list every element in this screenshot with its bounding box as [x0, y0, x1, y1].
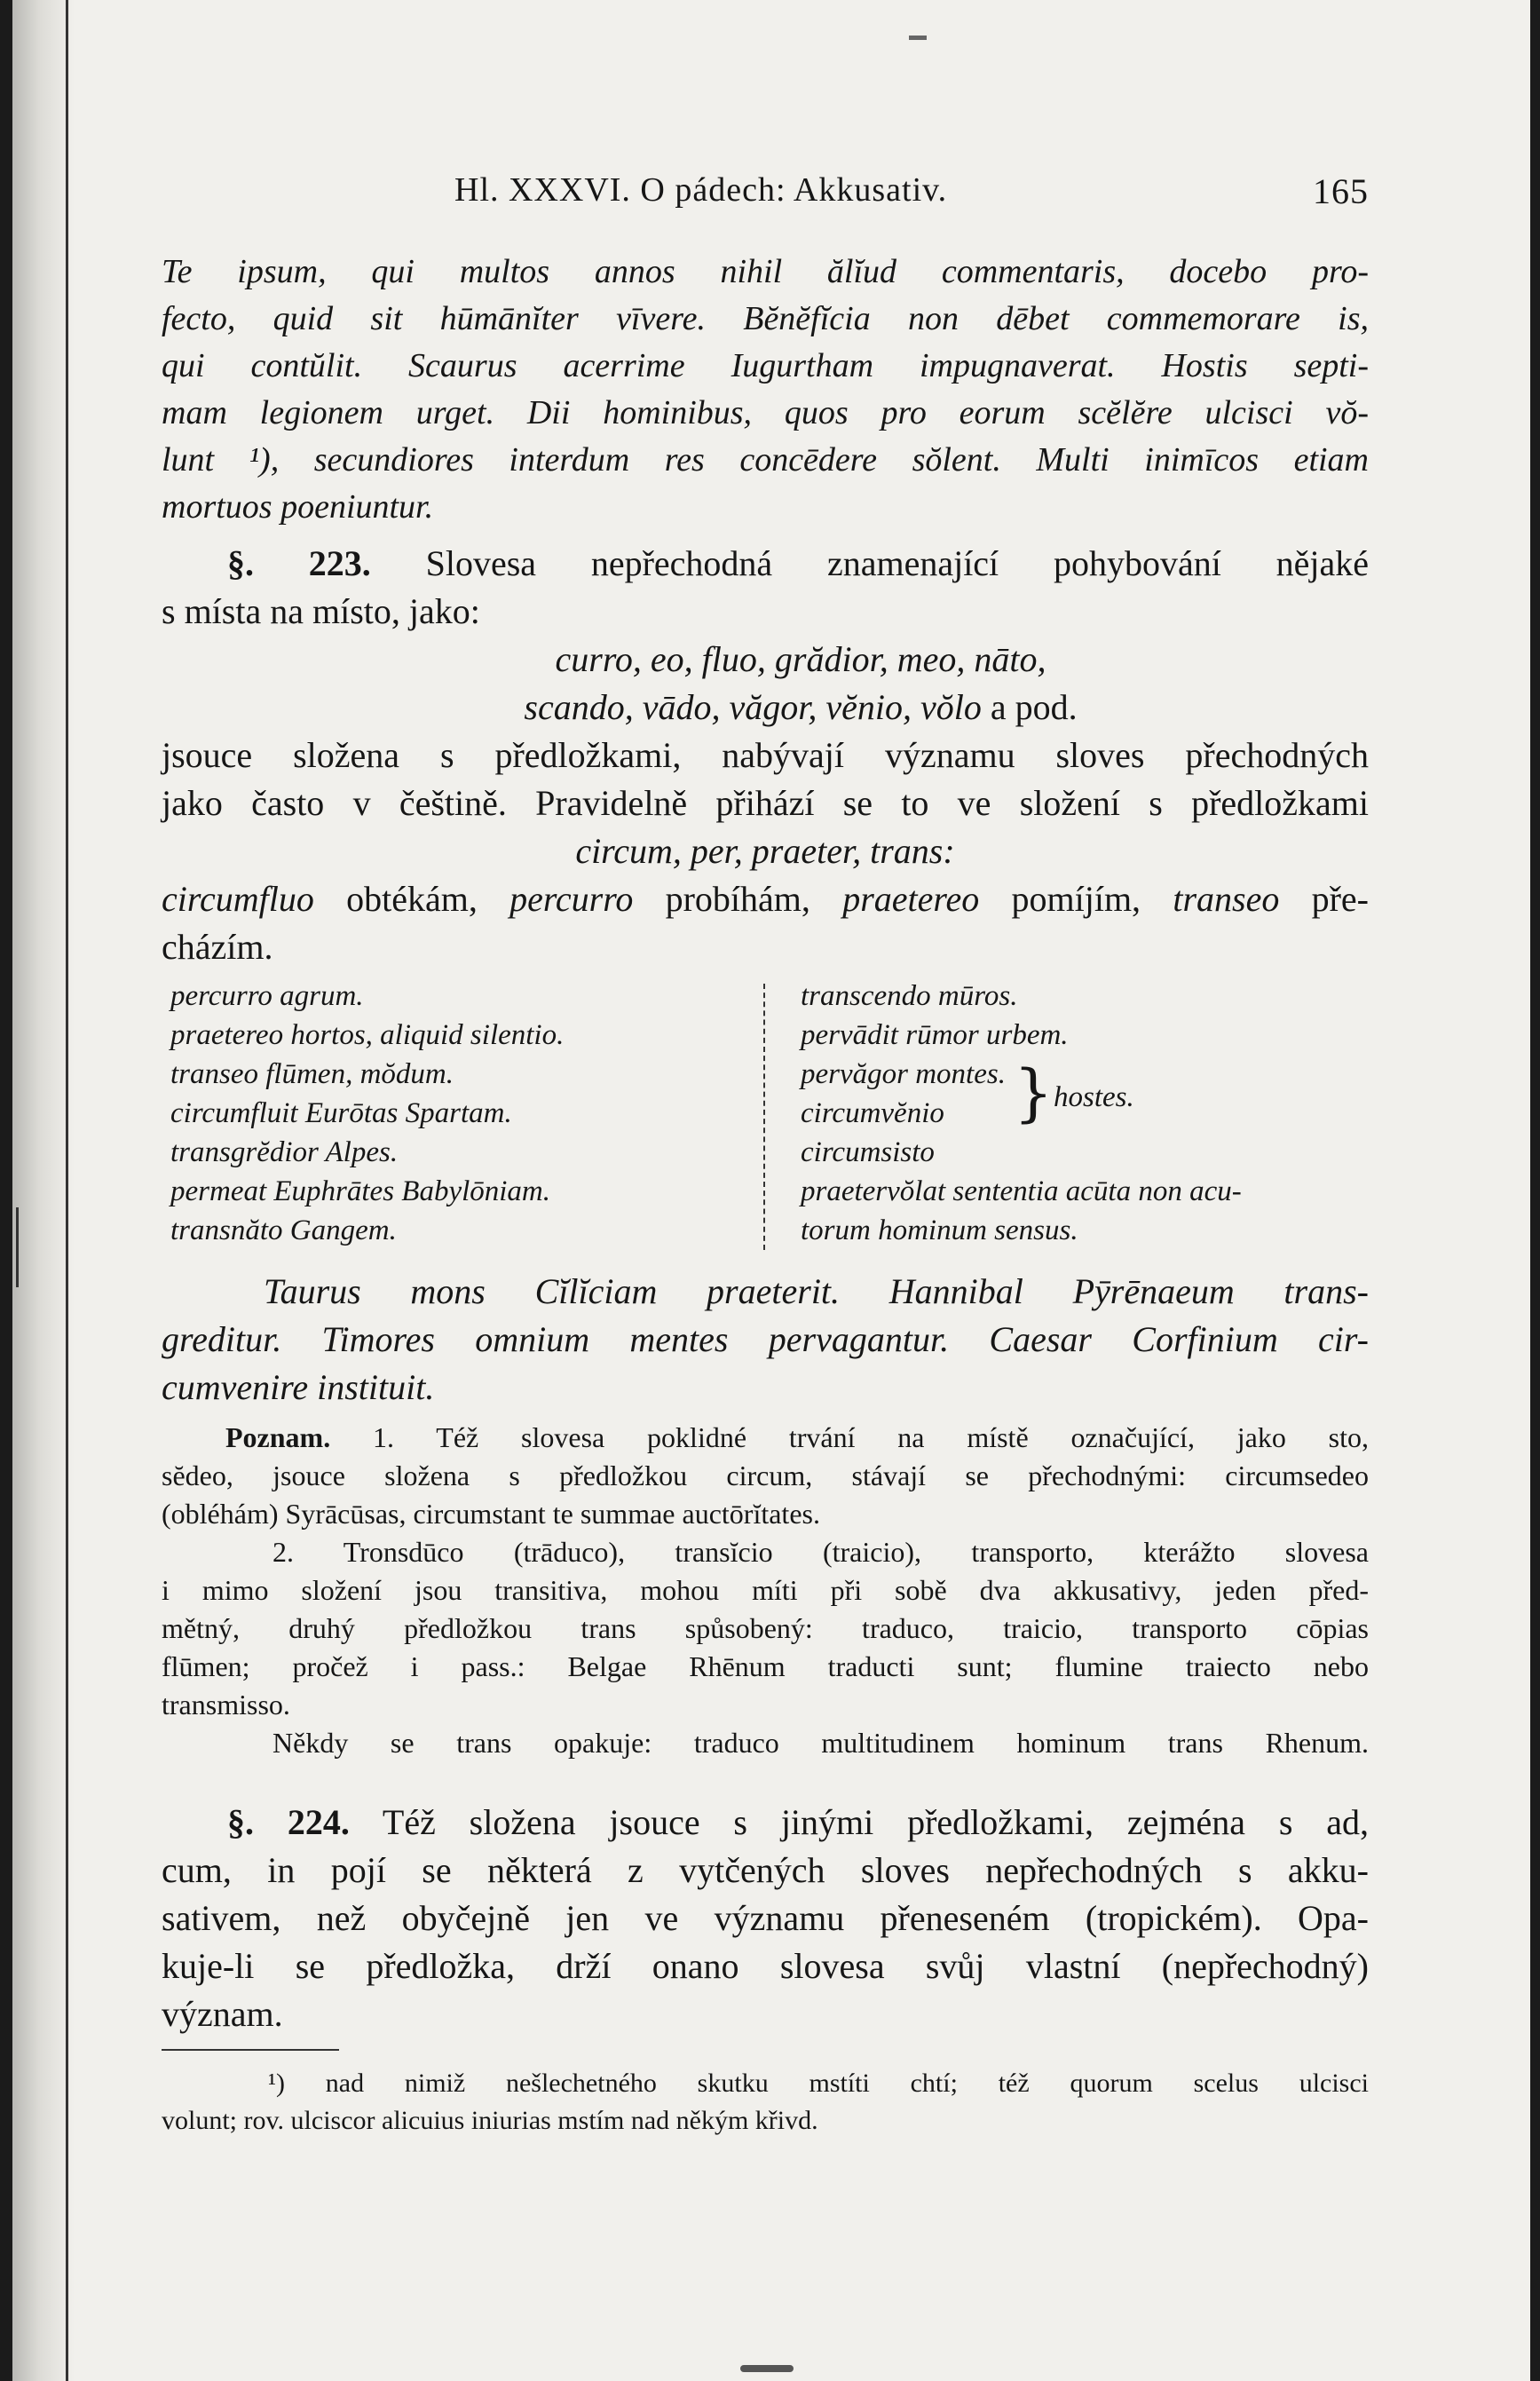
- page-number: 165: [1313, 171, 1369, 211]
- text-line: qui contŭlit. Scaurus acerrime Iugurtham impugnaverat. Hostis septi-: [162, 347, 1369, 384]
- verb-list-italic: scando, vādo, văgor, vĕnio, vŏlo: [524, 687, 982, 727]
- example-item: permeat Euphrātes Babylōniam.: [170, 1175, 551, 1207]
- running-head: Hl. XXXVI. O pádech: Akkusativ.: [454, 171, 948, 209]
- text-line: Te ipsum, qui multos annos nihil ălĭud commentaris, docebo pro-: [162, 253, 1369, 290]
- page-header: [162, 170, 1369, 215]
- latin-word: percurro: [509, 879, 634, 919]
- example-item: transnăto Gangem.: [170, 1214, 397, 1246]
- example-item: circumvĕnio: [801, 1097, 944, 1129]
- text-line: cházím.: [162, 927, 273, 967]
- section-number: §. 224.: [227, 1802, 350, 1842]
- remarks: [162, 1419, 1369, 1762]
- example-item: praetereo hortos, aliquid silentio.: [170, 1019, 565, 1051]
- example-item: pervăgor montes.: [801, 1058, 1006, 1090]
- example-item: circumfluit Eurōtas Spartam.: [170, 1097, 512, 1129]
- text-line: cum, in pojí se některá z vytčených sloves nepřechodných s akku-: [162, 1850, 1369, 1890]
- right-column: [801, 977, 1369, 1250]
- text-line: jsouce složena s předložkami, nabývají významu sloves přechodných: [162, 735, 1369, 775]
- footnote-rule: [162, 2049, 339, 2051]
- verb-list: curro, eo, fluo, grădior, meo, nāto,: [555, 639, 1046, 679]
- example-item: transgrĕdior Alpes.: [170, 1136, 399, 1168]
- text-line: flūmen; pročež i pass.: Belgae Rhēnum traducti sunt; flumine traiecto nebo: [162, 1650, 1369, 1682]
- latin-word: praetereo: [842, 879, 980, 919]
- remark-label: Poznam.: [225, 1421, 331, 1453]
- text-line: cumvenire instituit.: [162, 1367, 435, 1407]
- text-line: Někdy se trans opakuje: traduco multitudinem hominum trans Rhenum.: [272, 1727, 1369, 1759]
- text-line: lunt ¹), secundiores interdum res concēdere sŏlent. Multi inimīcos etiam: [162, 441, 1369, 479]
- text-line: [162, 1419, 1369, 1457]
- example-item: percurro agrum.: [170, 980, 364, 1012]
- brace-label: hostes.: [1054, 1081, 1134, 1113]
- verb-list: [162, 684, 1369, 732]
- text-line: 2. Tronsdūco (trāduco), transĭcio (traicio), transporto, kterážto slovesa: [272, 1536, 1369, 1568]
- section-number: §. 223.: [227, 543, 371, 583]
- czech-gloss: obtékám,: [313, 879, 510, 919]
- column-divider: [763, 984, 765, 1250]
- text-line: [162, 540, 1369, 588]
- left-column: [170, 977, 738, 1250]
- remark-text: 1. Též slovesa poklidné trvání na místě označující, jako sto,: [373, 1421, 1370, 1453]
- book-page: [12, 0, 1530, 2381]
- verb-list-tail: a pod.: [981, 687, 1078, 727]
- czech-gloss: probíhám,: [633, 879, 843, 919]
- scan-smudge: [909, 36, 927, 40]
- latin-examples: [162, 249, 1369, 531]
- text-line: sativem, než obyčejně jen ve významu přeneseném (tropickém). Opa-: [162, 1898, 1369, 1938]
- text-line: [162, 875, 1369, 923]
- section-223: [162, 540, 1369, 971]
- text-line: i mimo složení jsou transitiva, mohou míti při sobě dva akkusativy, jeden před-: [162, 1574, 1369, 1606]
- latin-word: transeo: [1173, 879, 1280, 919]
- text-line: transmisso.: [162, 1689, 290, 1720]
- section-text: Též složena jsouce s jinými předložkami, zejména s ad,: [382, 1802, 1370, 1842]
- text-line: [162, 1799, 1369, 1847]
- example-item: praetervŏlat sententia acūta non acu-: [801, 1175, 1242, 1207]
- text-line: kuje-li se předložka, drží onano slovesa svůj vlastní (nepřechodný): [162, 1946, 1369, 1986]
- text-line: jako často v češtině. Pravidelně přihází se to ve složení s předložkami: [162, 783, 1369, 823]
- text-line: význam.: [162, 1994, 283, 2034]
- text-line: greditur. Timores omnium mentes pervagantur. Caesar Corfinium cir-: [162, 1319, 1369, 1359]
- example-columns: [162, 977, 1369, 1261]
- preposition-list: circum, per, praeter, trans:: [575, 831, 955, 871]
- example-item: transeo flūmen, mŏdum.: [170, 1058, 454, 1090]
- text-line: volunt; rov. ulciscor alicuius iniurias mstím nad někým křivd.: [162, 2106, 818, 2135]
- latin-word: circumfluo: [162, 879, 314, 919]
- footnote: [162, 2065, 1369, 2140]
- binding-edge: [66, 0, 68, 2381]
- section-text: Slovesa nepřechodná znamenající pohybování nějaké: [425, 543, 1370, 583]
- text-line: fecto, quid sit hūmānĭter vīvere. Bĕnĕfĭcia non dēbet commemorare is,: [162, 300, 1369, 337]
- edge-mark: [16, 1207, 24, 1287]
- text-line: ¹) nad nimiž nešlechetného skutku mstíti chtí; též quorum scelus ulcisci: [268, 2069, 1369, 2098]
- text-line: (obléhám) Syrācūsas, circumstant te summae auctōrĭtates.: [162, 1498, 820, 1530]
- czech-gloss: pře-: [1279, 879, 1369, 919]
- example-item: transcendo mūros.: [801, 980, 1018, 1012]
- example-item: pervādit rūmor urbem.: [801, 1019, 1069, 1051]
- scan-smudge: [740, 2365, 794, 2372]
- example-item: torum hominum sensus.: [801, 1214, 1078, 1246]
- text-line: Taurus mons Cĭlĭciam praeterit. Hannibal Pȳrēnaeum trans-: [264, 1271, 1369, 1311]
- czech-gloss: pomíjím,: [979, 879, 1173, 919]
- latin-sentences: [162, 1268, 1369, 1412]
- example-item: circumsisto: [801, 1136, 935, 1168]
- text-line: mětný, druhý předložkou trans spůsobený: traduco, traicio, transporto cōpias: [162, 1612, 1369, 1644]
- text-line: mam legionem urget. Dii hominibus, quos pro eorum scĕlĕre ulcisci vŏ-: [162, 394, 1369, 431]
- text-line: s místa na místo, jako:: [162, 591, 480, 631]
- text-line: sĕdeo, jsouce složena s předložkou circum, stávají se přechodnými: circumsedeo: [162, 1459, 1369, 1491]
- brace-glyph: }: [1014, 1056, 1054, 1129]
- section-224: [162, 1799, 1369, 2038]
- text-line: mortuos poeniuntur.: [162, 488, 434, 526]
